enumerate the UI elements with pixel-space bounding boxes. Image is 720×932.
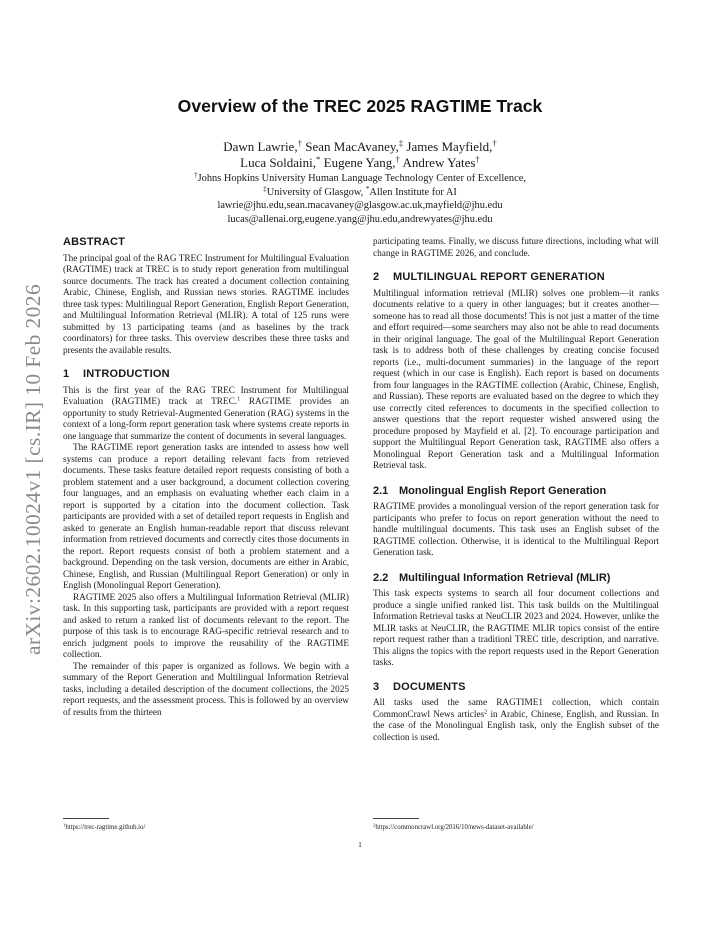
author-name: Eugene Yang, [323, 155, 396, 170]
author-line-1 [0, 139, 720, 155]
intro-continuation: participating teams. Finally, we discuss future directions, including what will change in RAGTIME 2026, and conclude. [373, 237, 659, 259]
author-list [0, 139, 720, 171]
author-emails: lucas@allenai.org,eugene.yang@jhu.edu,andrewyates@jhu.edu [227, 213, 493, 225]
footnote-mark: 2 [484, 708, 488, 716]
affiliation-mark: † [492, 138, 497, 149]
affiliation-jhu: †Johns Hopkins University Human Language Technology Center of Excellence, [194, 171, 526, 184]
section-paragraph: This task expects systems to search all four document collections and produce a single unified ranked list. This task builds on the Multilingual Information Retrieval tasks at NeuCLIR 2023 and 2024. However, unlike the MLIR tasks at NeuCLIR, the RAGTIME MLIR topics consist of the entire report request rather than a traditionl TREC title, description, and narrative. This aligns the topics with the report requests used in the Report Generation tasks. [373, 589, 659, 668]
affiliation-glasgow-allen: ‡University of Glasgow, *Allen Institute for AI [263, 184, 457, 198]
intro-paragraph: This is the first year of the RAG TREC Instrument for Multilingual Evaluation (RAGTIME) track at TREC.$^1$ RAGTIME provides an opportunity to study Retrieval-Augmented Generation (RAG) systems in the context of a long-form report generation task where systems create reports in one language that summarize the content of documents in several languages. [63, 385, 349, 442]
footnote-mark: 1 [237, 395, 241, 403]
affiliation-mark: ‡ [398, 138, 404, 149]
abstract-heading: ABSTRACT [63, 236, 126, 248]
footnote-divider [63, 818, 109, 819]
affiliation-mark: ‡ [263, 184, 267, 193]
affiliation-mark: † [475, 154, 480, 165]
section-number: 3 [373, 680, 380, 693]
affiliation-mark: * [365, 184, 370, 193]
author-name: Dawn Lawrie, [223, 139, 298, 154]
affiliations [0, 172, 720, 226]
abstract-text: The principal goal of the RAG TREC Instrument for Multilingual Evaluation (RAGTIME) track at TREC is to study report generation from multilingual source documents. The track has created a document collection containing Arabic, Chinese, English, and Russian news stories. RAGTIME includes three task types: Multilingual Report Generation, English Report Generation, and Multilingual Information Retrieval (MLIR). A total of 125 runs were submitted by 13 participating teams (and as baselines by the track coordinators) for three tasks. This overview describes these three tasks and presents the available results. [63, 253, 349, 356]
paper-title: Overview of the TREC 2025 RAGTIME Track [177, 96, 543, 116]
section-number: 1 [63, 368, 70, 380]
affiliation-mark: * [315, 154, 321, 165]
section-number: 2 [373, 271, 380, 283]
footnote-divider [373, 818, 419, 819]
intro-paragraph: RAGTIME 2025 also offers a Multilingual Information Retrieval (MLIR) task. In this supporting task, participants are provided with a report request and asked to return a ranked list of documents relevant to the report. The purpose of this task is to encourage RAG-specific retrieval research and to enrich judgment pools to improve the reusability of the RAGTIME collection. [63, 592, 349, 660]
affiliation-mark: † [297, 138, 302, 149]
right-column [373, 237, 659, 744]
section-paragraph: All tasks used the same RAGTIME1 collection, which contain CommonCrawl News articles$^2$ in Arabic, Chinese, English, and Russian. In the case of the Monolingual English task, only the English subset of the collection is used. [373, 698, 659, 743]
affiliation-mark: † [395, 154, 400, 165]
author-name: Andrew Yates [402, 155, 476, 170]
author-emails: lawrie@jhu.edu,sean.macavaney@glasgow.ac.uk,mayfield@jhu.edu [217, 200, 503, 212]
section-number: 2.2 [373, 571, 389, 584]
section-heading-introduction: 1 INTRODUCTION [63, 368, 170, 380]
footnote-2 [373, 823, 534, 832]
section-paragraph: Multilingual information retrieval (MLIR) solves one problem—it ranks documents relative to a query in other languages; but it creates another—someone has to read all those documents! This is not just a matter of the time and effort required—some searchers may also not be able to read documents in their original language. The goal of the Multilingual Report Generation task is to address both of these challenges by creating concise focused reports (i.e., multi-document summaries) in the language of the report request (which in our case is English). Each report is based on documents from four languages in the RAGTIME collection (Arabic, Chinese, English, and Russian). These reports are evaluated based on the degree to which they use correctly cited references to documents in the specified collection to answer questions that the report requester wished answered using the procedure proposed by Mayfield et al. [2]. To encourage participation and support the Multilingual Report Generation task, RAGTIME also offers a Monolingual Report Generation task and a Multilingual Information Retrieval task. [373, 288, 659, 471]
author-name: Luca Soldaini, [240, 155, 316, 170]
intro-paragraph: The RAGTIME report generation tasks are intended to assess how well systems can produce a report detailing relevant facts from retrieved documents. These tasks feature detailed report requests consisting of both a problem statement and a user background, a document collection covering four languages, and an emphasis on evaluating whether each claim in a report is supported by a citation into the document collection. Task participants are provided with a set of detailed report requests in English and asked to generate an English human-readable report that discuss relevant information from retrieved documents and correctly cites those documents in the report. Report requests consist of both a problem statement and a background. Depending on the task version, documents are either in Arabic, Chinese, English, and Russian (Multilingual Report Generation) or only in English (Monolingual Report Generation). [63, 443, 349, 591]
affiliation-mark: † [194, 171, 198, 180]
author-name: James Mayfield, [406, 139, 493, 154]
arxiv-identifier: arXiv:2602.10024v1 [cs.IR] 10 Feb 2026 [21, 283, 45, 655]
footnote-mark: 1 [63, 822, 66, 828]
footnote-1 [63, 823, 145, 832]
left-column [63, 237, 349, 719]
author-name: Sean MacAvaney, [305, 139, 399, 154]
author-line-2 [0, 155, 720, 171]
footnote-link[interactable]: https://commoncrawl.org/2016/10/news-dataset-available/ [375, 824, 534, 831]
footnote-mark: 2 [373, 822, 376, 828]
subsection-heading-monolingual: 2.1 Monolingual English Report Generation [373, 484, 607, 497]
section-paragraph: RAGTIME provides a monolingual version of the report generation task for participants who prefer to focus on report generation without the need to handle multilingual documents. This task uses an English subset of the RAGTIME collection. Otherwise, it is identical to the Multilingual Report Generation task. [373, 502, 659, 558]
section-heading-report-generation: 2 MULTILINGUAL REPORT GENERATION [373, 271, 605, 283]
page-number: 1 [358, 840, 362, 849]
intro-paragraph: The remainder of this paper is organized as follows. We begin with a summary of the Report Generation and Multilingual Information Retrieval tasks, including a detailed description of the document collections, the 2025 report requests, and the assessment process. This is followed by an overview of results from the thirteen [63, 661, 349, 718]
section-number: 2.1 [373, 484, 389, 497]
footnote-link[interactable]: https://trec-ragtime.github.io/ [65, 824, 146, 831]
section-heading-documents: 3 DOCUMENTS [373, 680, 466, 693]
subsection-heading-mlir: 2.2 Multilingual Information Retrieval (MLIR) [373, 571, 611, 584]
